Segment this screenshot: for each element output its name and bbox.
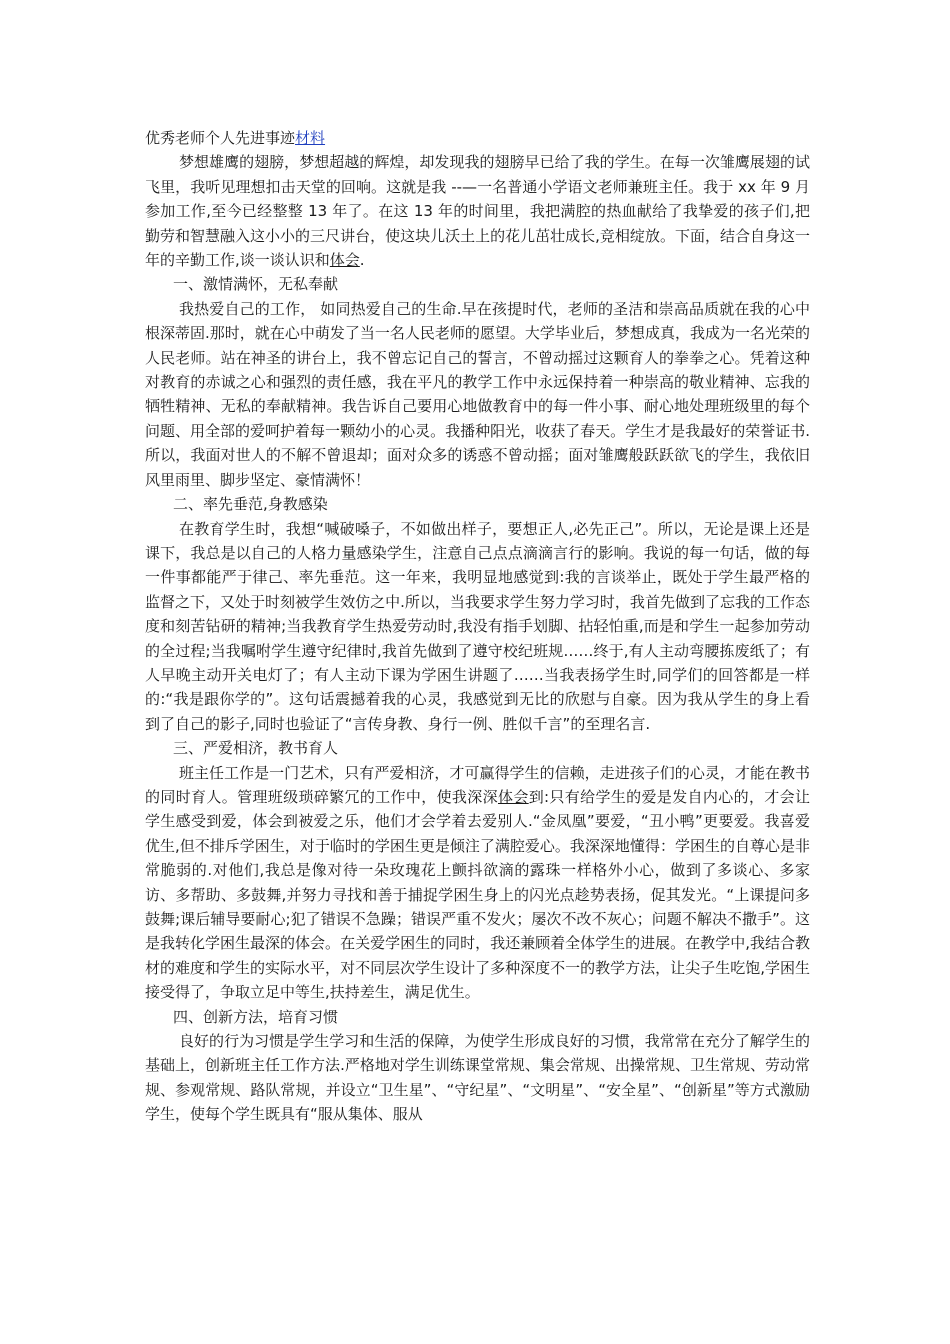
intro-link[interactable]: 体会 — [329, 251, 360, 270]
intro-text-2: . — [359, 251, 365, 270]
intro-text-1: 梦想雄鹰的翅膀，梦想超越的辉煌，却发现我的翅膀早已给了我的学生。在每一次雏鹰展翅的试飞里，我听见理想扣击天堂的回响。这就是我 --—一名普通小学语文老师兼班主任。我于 xx 年 9 月参加工作,至今已经整整 13 年了。在这 13 年的时间里，我把满腔的热血献给了我挚爱的孩子们,把勤劳和智慧融入这小小的三尺讲台，使这块儿沃土上的花儿茁壮成长,竞相绽放。下面，结合自身这一年的辛勤工作,谈一谈认识和 — [145, 153, 810, 270]
section-3-link[interactable]: 体会 — [497, 787, 529, 806]
section-3-heading: 三、严爱相济，教书育人 — [173, 739, 339, 758]
section-3-text-2: 到:只有给学生的爱是发自内心的，才会让学生感受到爱，体会到被爱之乐，他们才会学着去爱别人.“金凤凰”要爱，“丑小鸭”更要爱。我喜爱优生,但不排斥学困生，对于临时的学困生更是倾注了满腔爱心。我深深地懂得：学困生的自尊心是非常脆弱的.对他们,我总是像对待一朵玫瑰花上颤抖欲滴的露珠一样格外小心，做到了多谈心、多家访、多帮助、多鼓舞,并努力寻找和善于捕捉学困生身上的闪光点趁势表扬，促其发光。“上课提问多鼓舞;课后辅导要耐心;犯了错误不急躁；错误严重不发火；屡次不改不灰心；问题不解决不撒手”。这是我转化学困生最深的体会。在关爱学困生的同时，我还兼顾着全体学生的进展。在教学中,我结合教材的难度和学生的实际水平，对不同层次学生设计了多种深度不一的教学方法，让尖子生吃饱,学困生接受得了，争取立足中等生,扶持差生，满足优生。 — [145, 787, 810, 1002]
section-3-text-1: 班主任工作是一门艺术，只有严爱相济，才可赢得学生的信赖，走进孩子们的心灵，才能在教书的同时育人。管理班级琐碎繁冗的工作中，使我深深 — [145, 763, 810, 806]
section-2-body: 在教育学生时，我想“喊破嗓子，不如做出样子，要想正人,必先正己”。所以，无论是课上还是课下，我总是以自己的人格力量感染学生，注意自己点点滴滴言行的影响。我说的每一句话，做的每一件事都能严于律己、率先垂范。这一年来，我明显地感觉到:我的言谈举止，既处于学生最严格的监督之下，又处于时刻被学生效仿之中.所以，当我要求学生努力学习时，我首先做到了忘我的工作态度和刻苦钻研的精神;当我教育学生热爱劳动时,我没有指手划脚、拈轻怕重,而是和学生一起参加劳动的全过程;当我嘱咐学生遵守纪律时,我首先做到了遵守校纪班规……终于,有人主动弯腰拣废纸了；有人早晚主动开关电灯了；有人主动下课为学困生讲题了……当我表扬学生时,同学们的回答都是一样的:“我是跟你学的”。这句话震撼着我的心灵，我感觉到无比的欣慰与自豪。因为我从学生的身上看到了自己的影子,同时也验证了“言传身教、身行一例、胜似千言”的至理名言. — [145, 519, 810, 733]
section-4-body: 良好的行为习惯是学生学习和生活的保障，为使学生形成良好的习惯，我常常在充分了解学生的基础上，创新班主任工作方法.严格地对学生训练课堂常规、集会常规、出操常规、卫生常规、劳动常规、参观常规、路队常规，并设立“卫生星”、“守纪星”、“文明星”、“安全星”、“创新星”等方式激励学生，使每个学生既具有“服从集体、服从 — [145, 1032, 810, 1124]
document-title-text: 优秀老师个人先进事迹 — [145, 129, 296, 147]
section-4-heading: 四、创新方法，培育习惯 — [173, 1007, 339, 1026]
document-title — [145, 126, 810, 150]
title-link[interactable]: 材料 — [295, 129, 326, 147]
section-1-body: 我热爱自己的工作， 如同热爱自己的生命.早在孩提时代，老师的圣洁和崇高品质就在我的心中根深蒂固.那时，就在心中萌发了当一名人民老师的愿望。大学毕业后，梦想成真，我成为一名光荣的人民老师。站在神圣的讲台上，我不曾忘记自己的誓言，不曾动摇过这颗育人的拳拳之心。凭着这种对教育的赤诚之心和强烈的责任感，我在平凡的教学工作中永远保持着一种崇高的敬业精神、忘我的牺牲精神、无私的奉献精神。我告诉自己要用心地做教育中的每一件小事、耐心地处理班级里的每个问题、用全部的爱呵护着每一颗幼小的心灵。我播种阳光，收获了春天。学生才是我最好的荣誉证书.所以，我面对世人的不解不曾退却；面对众多的诱惑不曾动摇；面对雏鹰般跃跃欲飞的学生，我依旧风里雨里、脚步坚定、豪情满怀！ — [145, 299, 810, 489]
section-1-heading: 一、激情满怀，无私奉献 — [173, 275, 339, 294]
section-3-body — [145, 761, 810, 1005]
intro-paragraph — [145, 150, 810, 272]
section-2-heading: 二、率先垂范,身教感染 — [173, 495, 328, 514]
